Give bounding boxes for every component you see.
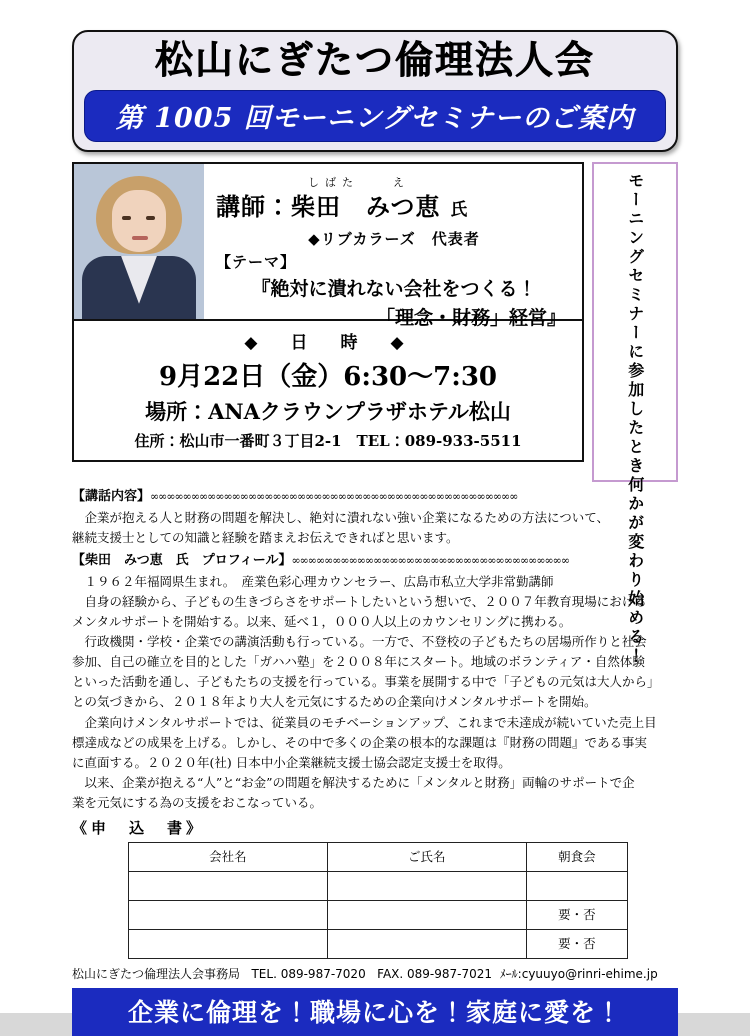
body-text-area <box>72 488 678 959</box>
profile-wave-decoration: ∞∞∞∞∞∞∞∞∞∞∞∞∞∞∞∞∞∞∞∞∞∞∞∞∞∞∞∞∞∞∞∞∞∞ <box>291 553 569 567</box>
footer-slogan: 企業に倫理を！職場に心を！家庭に愛を！ <box>72 988 678 1036</box>
speaker-name: 柴田 みつ恵 <box>291 191 441 221</box>
event-datetime: 9月22日（金）6:30～7:30 <box>158 361 497 392</box>
lecture-heading-label: 【講話内容】 <box>72 488 151 504</box>
event-heading: ◆ 日 時 ◆ <box>244 332 412 353</box>
cell-company[interactable] <box>129 929 328 958</box>
profile-paragraph-1: １９６２年福岡県生まれ。 産業色彩心理カウンセラー、広島市私立大学非常勤講師 <box>84 573 554 589</box>
table-row[interactable] <box>129 900 628 929</box>
cell-name[interactable] <box>327 871 526 900</box>
profile-section-heading <box>72 552 678 571</box>
profile-heading-label: 【柴田 みつ恵 氏 プロフィール】 <box>72 552 292 568</box>
seminar-subtitle: 第 1005 回モーニングセミナーのご案内 <box>84 90 666 142</box>
cell-company[interactable] <box>129 871 328 900</box>
speaker-organization: ◆リブカラーズ 代表者 <box>308 229 480 248</box>
table-header-row <box>129 842 628 871</box>
theme-line-2: 「理念・財務」経営』 <box>375 306 566 329</box>
lecture-paragraph-1: 企業が抱える人と財務の問題を解決し、絶対に潰れない強い企業になるための方法について、 <box>84 509 610 525</box>
cell-name[interactable] <box>327 900 526 929</box>
profile-paragraph-4: 行政機関・学校・企業での講演活動も行っている。一方で、不登校の子どもたちの居場所作りと社会 <box>84 634 647 649</box>
cell-company[interactable] <box>129 900 328 929</box>
profile-paragraph-6: といった活動を通し、子どもたちの支援を行っている。事業を展開する中で「子どもの元気は大人から」 <box>72 674 660 690</box>
table-row[interactable] <box>129 871 628 900</box>
theme-line-1: 『絶対に潰れない会社をつくる！ <box>251 277 537 300</box>
event-address: 住所：松山市一番町３丁目2-1 TEL：089-933-5511 <box>134 431 522 450</box>
column-header-company: 会社名 <box>129 842 328 871</box>
footer-fax: FAX. 089-987-7021 <box>377 966 493 981</box>
theme-label: 【テーマ】 <box>216 252 297 271</box>
table-row[interactable] <box>129 929 628 958</box>
profile-paragraph-7: との気づきから、２０１８年より大人を元気にするための企業向けメンタルサポートを開始。 <box>72 694 597 710</box>
footer-contact <box>72 965 678 982</box>
profile-paragraph-2: 自身の経験から、子どもの生きづらさをサポートしたいという想いで、２００７年教育現場における <box>84 593 647 609</box>
wave-decoration: ∞∞∞∞∞∞∞∞∞∞∞∞∞∞∞∞∞∞∞∞∞∞∞∞∞∞∞∞∞∞∞∞∞∞∞∞∞∞∞∞∞∞∞∞∞ <box>150 489 518 503</box>
profile-paragraph-5: 参加、自己の確立を目的とした「ガハハ塾」を２００８年にスタート。地域のボランティア・自然体験 <box>72 654 645 670</box>
cell-breakfast[interactable] <box>526 871 627 900</box>
footer-office-name: 松山にぎたつ倫理法人会事務局 <box>72 966 241 981</box>
lecture-paragraph-2: 継続支援士としての知識と経験を踏まえお伝えできればと思います。 <box>72 529 459 545</box>
application-table <box>128 842 628 959</box>
speaker-name-ruby: しばた え <box>308 175 410 189</box>
speaker-label: 講師： <box>216 191 291 221</box>
cell-breakfast[interactable]: 要・否 <box>526 900 627 929</box>
cell-breakfast[interactable]: 要・否 <box>526 929 627 958</box>
profile-paragraph-10: に直面する。２０２０年(社) 日本中小企業継続支援士協会認定支援士を取得。 <box>72 754 511 770</box>
footer-mail: ﾒｰﾙ:cyuuyo@rinri-ehime.jp <box>499 966 658 981</box>
cell-name[interactable] <box>327 929 526 958</box>
event-venue: 場所：ANAクラウンプラザホテル松山 <box>145 398 511 424</box>
speaker-honorific: 氏 <box>450 199 469 220</box>
profile-paragraph-8: 企業向けメンタルサポートでは、従業員のモチベーションアップ、これまで未達成が続いていた売上目 <box>84 714 657 730</box>
application-form-title: 《申 込 書》 <box>72 819 206 838</box>
page-title: 松山にぎたつ倫理法人会 <box>154 37 595 82</box>
footer-tel: TEL. 089-987-7020 <box>251 966 366 981</box>
column-header-name: ご氏名 <box>327 842 526 871</box>
sidebar-message-box <box>592 162 678 666</box>
lecture-section-heading <box>72 488 678 507</box>
flyer-sheet <box>60 8 690 1027</box>
speaker-block <box>72 162 584 329</box>
profile-paragraph-11: 以来、企業が抱える“人”と“お金”の問題を解決するために「メンタルと財務」両輪のサポートで企 <box>84 774 635 790</box>
profile-paragraph-9: 標達成などの成果を上げる。しかし、その中で多くの企業の根本的な課題は『財務の問題』である事実 <box>72 734 648 750</box>
event-details-block <box>72 321 584 462</box>
profile-paragraph-12: 業を元気にする為の支援をおこなっている。 <box>72 795 323 810</box>
sidebar-vertical-text: モーニングセミナーに参加したとき何かが変わり始める！ <box>625 171 645 666</box>
speaker-photo <box>74 164 204 319</box>
speaker-name-line <box>216 187 572 222</box>
title-block <box>72 30 678 152</box>
profile-paragraph-3: メンタルサポートを開始する。以来、延べ１，０００人以上のカウンセリングに携わる。 <box>72 613 572 629</box>
speaker-details <box>204 164 582 329</box>
upper-left-column <box>72 162 584 482</box>
column-header-breakfast: 朝食会 <box>526 842 627 871</box>
